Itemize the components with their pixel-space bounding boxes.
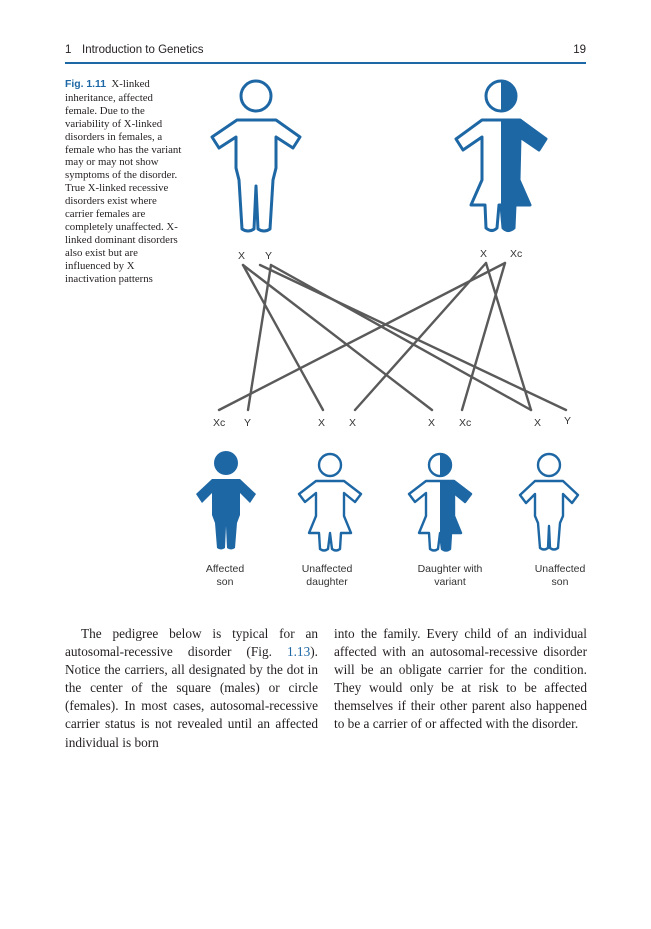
body-text-right-column [334, 625, 587, 734]
child-4-label-line2: son [551, 576, 569, 588]
inheritance-line [355, 263, 486, 410]
daughter-with-variant-icon [409, 453, 471, 551]
inheritance-line [243, 265, 432, 410]
chapter-title: Introduction to Genetics [82, 44, 204, 56]
offspring-2-allele-1: X [318, 417, 326, 429]
body-text: The pedigree below is typical for an autosomal-recessive disorder (Fig. [65, 626, 318, 660]
father-allele-2: Y [265, 250, 273, 262]
child-3-label-line1: Daughter with [417, 563, 483, 575]
offspring-4-allele-2: Y [564, 415, 572, 427]
body-text-left-column [65, 625, 318, 752]
unaffected-daughter-icon [299, 454, 361, 551]
offspring-3-allele-2: Xc [459, 417, 472, 429]
figure-reference-link[interactable]: 1.13 [286, 644, 311, 660]
page-number: 19 [573, 44, 586, 56]
child-1-label-line2: son [216, 576, 234, 588]
mother-allele-1: X [480, 248, 488, 260]
unaffected-son-icon [520, 454, 578, 550]
mother-icon [456, 80, 546, 231]
inheritance-line [219, 263, 505, 410]
inheritance-line [260, 265, 566, 410]
child-2-label-line2: daughter [306, 576, 348, 588]
father-allele-1: X [238, 250, 246, 262]
inheritance-line [462, 263, 505, 410]
child-2-label-line1: Unaffected [301, 563, 353, 575]
offspring-4-allele-1: X [534, 417, 542, 429]
child-3-label-line2: variant [434, 576, 466, 588]
affected-son-icon [196, 451, 256, 550]
child-1-label-line1: Affected [205, 563, 245, 575]
father-icon [212, 81, 300, 231]
offspring-3-allele-1: X [428, 417, 436, 429]
mother-allele-2: Xc [510, 248, 523, 260]
inheritance-lines [219, 263, 566, 410]
body-text: into the family. Every child of an individual affected with an autosomal-recessive disorder will be an obligate carrier for the condition. They would only be at risk to be affected themselves if their other parent also happened to be a carrier of or affected with the disorder. [334, 626, 587, 732]
offspring-1-allele-1: Xc [213, 417, 226, 429]
figure-label: Fig. 1.11 [65, 79, 107, 90]
child-4-label-line1: Unaffected [534, 563, 586, 575]
chapter-number: 1 [65, 44, 72, 56]
body-text: ). Notice the carriers, all designated by the dot in the center of the square (males) or circle (females). In most cases, autosomal-recessive carrier status is not revealed until an affected individual is born [65, 644, 318, 750]
offspring-2-allele-2: X [349, 417, 357, 429]
caption-text: X-linked inheritance, affected female. Due to the variability of X-linked disorders in females, a female who has the variant may or may not show symptoms of the disorder. True X-linked recessive disorders exist where carrier females are completely unaffected. X-linked dominant disorders also exist but are influenced by X inactivation patterns [65, 78, 182, 285]
offspring-1-allele-2: Y [244, 417, 252, 429]
